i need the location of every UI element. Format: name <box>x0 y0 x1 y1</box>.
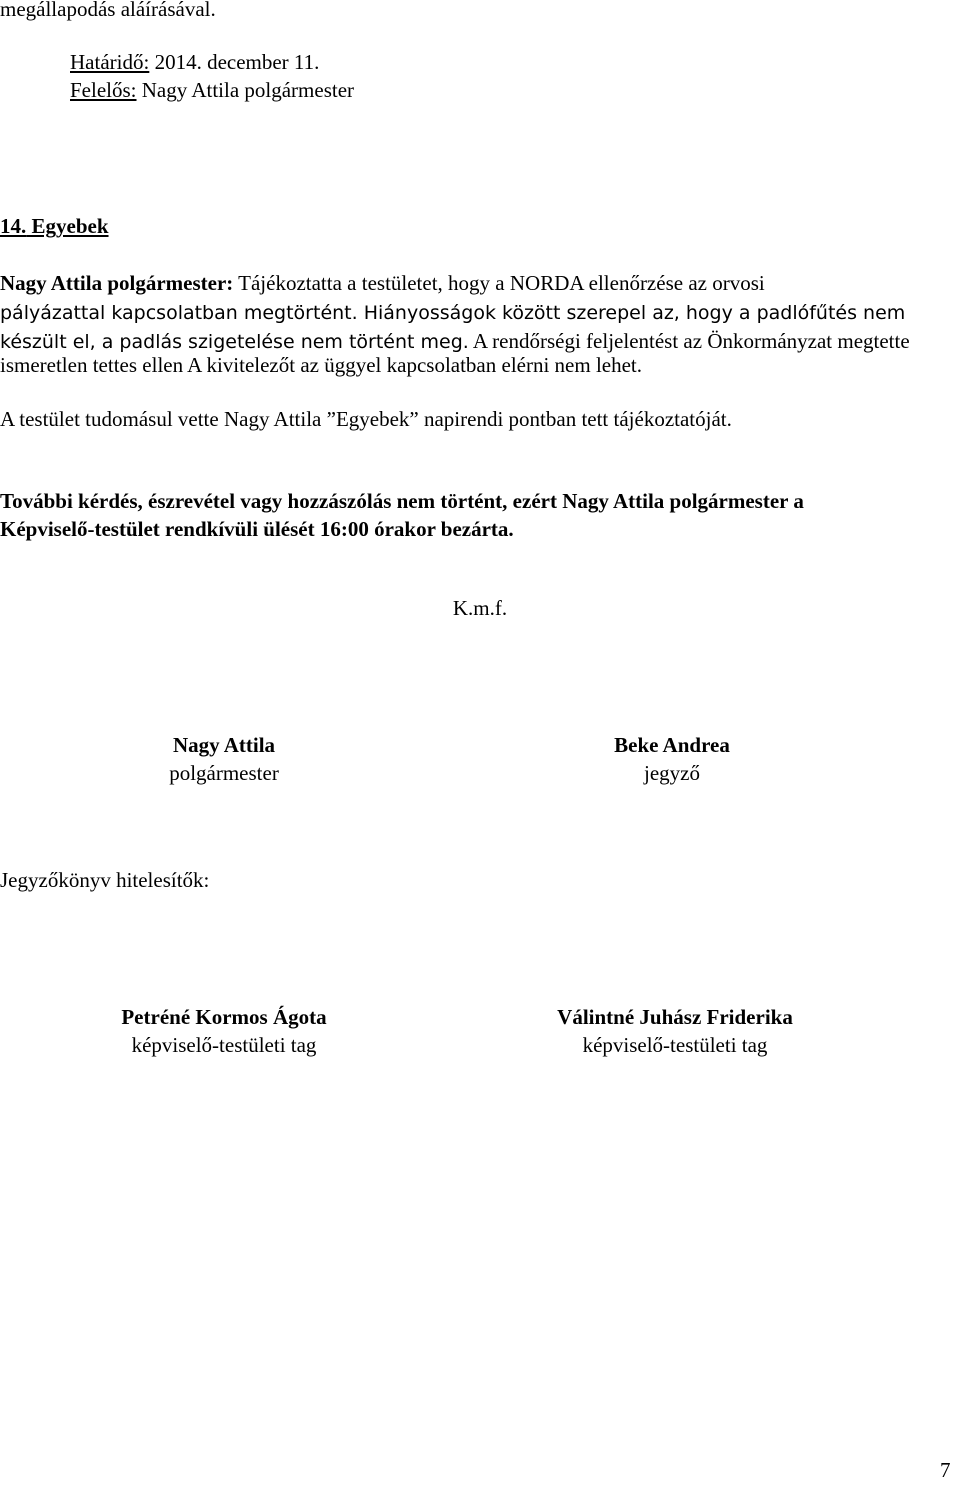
closing-line2: Képviselő-testület rendkívüli ülését 16:00 órakor bezárta. <box>0 517 514 541</box>
mayor-signature-block <box>124 731 324 787</box>
authenticator-1-role: képviselő-testületi tag <box>131 1033 317 1057</box>
intro-tail-text: megállapodás aláírásával. <box>0 0 216 21</box>
speaker-label: Nagy Attila polgármester: <box>0 271 234 295</box>
closing-line1: További kérdés, észrevétel vagy hozzászólás nem történt, ezért Nagy Attila polgármester a <box>0 489 804 513</box>
kmf-mark: K.m.f. <box>452 596 508 620</box>
page-number: 7 <box>940 1458 951 1482</box>
section-heading <box>0 214 109 239</box>
responsible-label: Felelős: <box>70 78 137 102</box>
section-number: 14. <box>0 214 27 238</box>
deadline-line <box>70 50 319 75</box>
notary-name: Beke Andrea <box>614 733 730 757</box>
authenticator-2-block <box>515 1003 835 1059</box>
para1-text-a: Tájékoztatta a testületet, hogy a NORDA ellenőrzése az orvosi <box>233 271 765 295</box>
para1-line1 <box>0 268 957 298</box>
authenticator-1-name: Petréné Kormos Ágota <box>121 1005 327 1029</box>
authenticator-1-block <box>74 1003 374 1059</box>
notary-signature-block <box>572 731 772 787</box>
responsible-value: Nagy Attila polgármester <box>136 78 355 102</box>
para1-text-b: készült el, a padlás szigetelése nem történt meg. <box>0 331 469 353</box>
authenticator-2-role: képviselő-testületi tag <box>582 1033 768 1057</box>
acknowledgement-paragraph: A testület tudomásul vette Nagy Attila ”Egyebek” napirendi pontban tett tájékoztatóját. <box>0 407 732 431</box>
deadline-label: Határidő: <box>70 50 150 74</box>
authenticators-label: Jegyzőkönyv hitelesítők: <box>0 868 210 892</box>
mayor-name: Nagy Attila <box>172 733 276 757</box>
deadline-value: 2014. december 11. <box>149 50 320 74</box>
para1-line4: ismeretlen tettes ellen A kivitelezőt az üggyel kapcsolatban elérni nem lehet. <box>0 353 643 377</box>
authenticator-2-name: Válintné Juhász Friderika <box>557 1005 793 1029</box>
para1-text-c: A rendőrségi feljelentést az Önkormányzat megtette <box>468 329 910 353</box>
notary-role: jegyző <box>644 761 700 785</box>
mayor-role: polgármester <box>169 761 279 785</box>
section-title: Egyebek <box>26 214 109 238</box>
para1-line2: pályázattal kapcsolatban megtörtént. Hiányosságok között szerepel az, hogy a padlófűtés nem <box>0 302 906 324</box>
responsible-line <box>70 78 354 103</box>
